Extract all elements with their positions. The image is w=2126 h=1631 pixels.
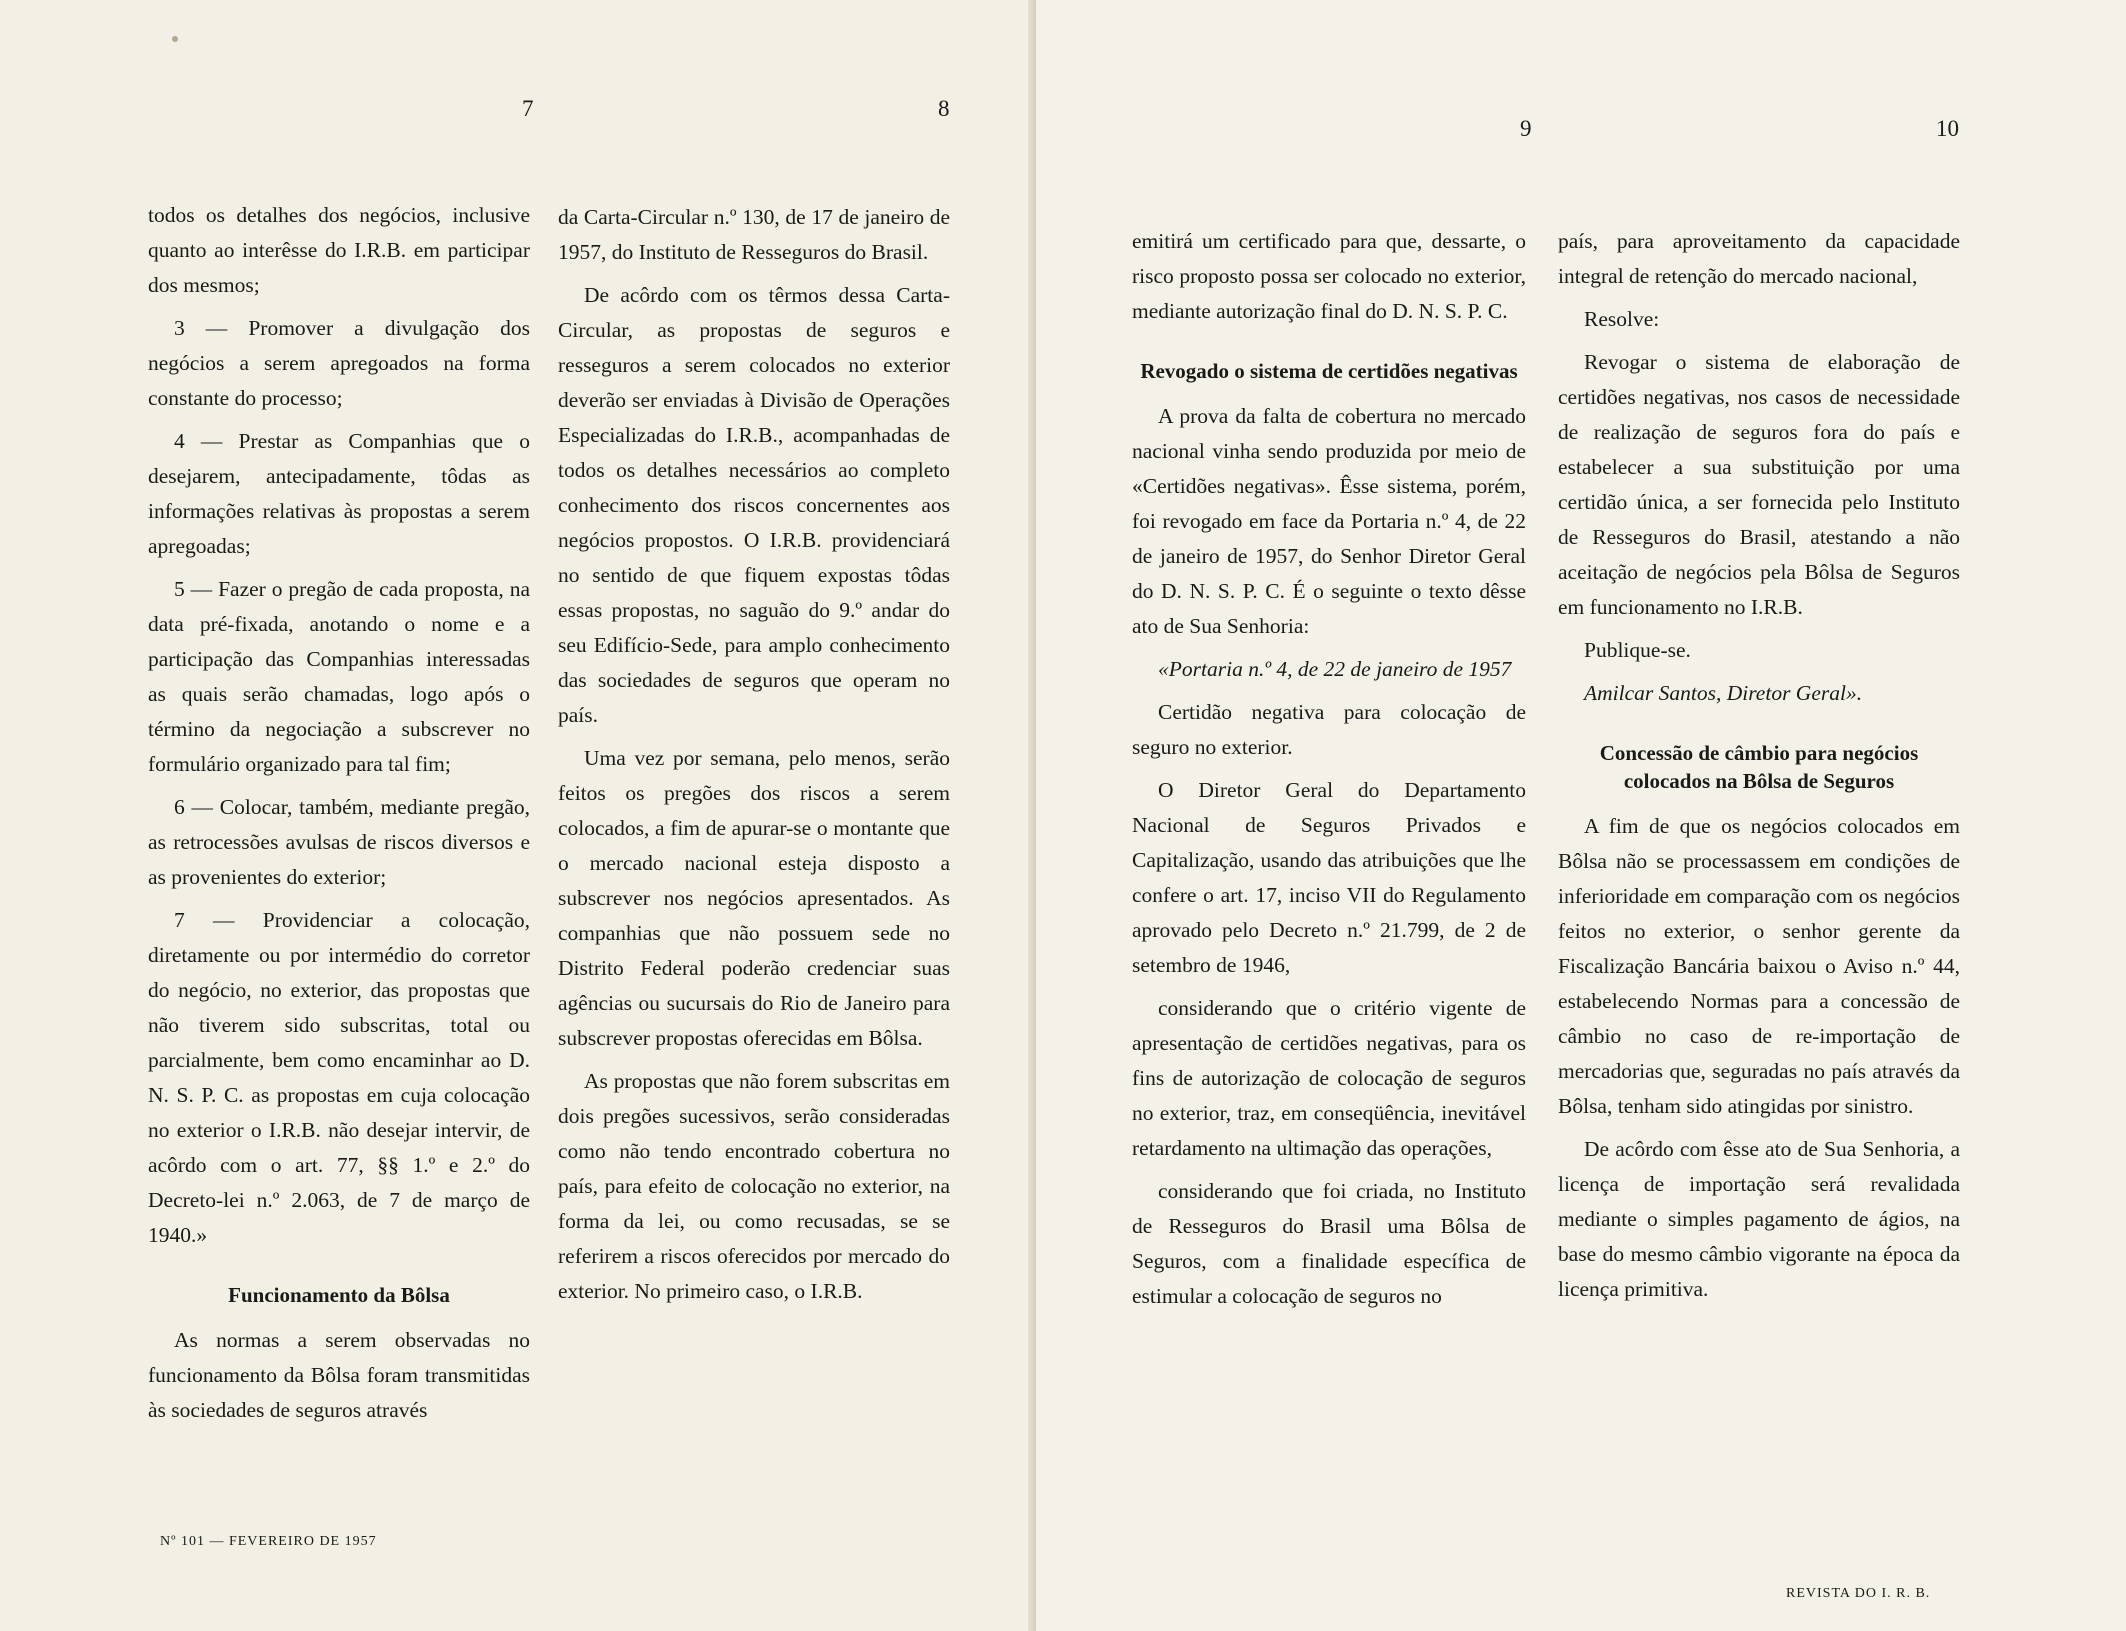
section-heading: Funcionamento da Bôlsa [228, 1283, 450, 1307]
paragraph: De acôrdo com os têrmos dessa Carta-Circular, as propostas de seguros e resseguros a serem colocados no exterior deverão ser enviadas à Divisão de Operações Especializadas do I.R.B., acompanhadas de todos os detalhes necessários ao completo conhecimento dos riscos concernentes aos negócios propostos. O I.R.B. providenciará no sentido de que fiquem expostas tôdas essas propostas, no saguão do 9.º andar do seu Edifício-Sede, para amplo conhecimento das sociedades de seguros que operam no país. [558, 283, 950, 727]
paragraph: da Carta-Circular n.º 130, de 17 de janeiro de 1957, do Instituto de Resseguros do Brasil. [558, 205, 950, 264]
left-footer: Nº 101 — FEVEREIRO DE 1957 [160, 1534, 377, 1549]
paragraph: A fim de que os negócios colocados em Bôlsa não se processassem em condições de inferioridade em comparação com os negócios feitos no exterior, o senhor gerente da Fiscalização Bancária baixou o Aviso n.º 44, estabelecendo Normas para a concessão de câmbio no caso de re-importação de mercadorias que, seguradas no país através da Bôlsa, tenham sido atingidas por sinistro. [1558, 814, 1960, 1118]
paragraph: país, para aproveitamento da capacidade integral de retenção do mercado nacional, [1558, 229, 1960, 288]
paragraph: Resolve: [1584, 307, 1660, 331]
page-number-9: 9 [1520, 116, 1532, 141]
paragraph: 3 — Promover a divulgação dos negócios a serem apregoados na forma constante do processo; [148, 316, 530, 410]
paragraph: A prova da falta de cobertura no mercado nacional vinha sendo produzida por meio de «Certidões negativas». Êsse sistema, porém, foi revogado em face da Portaria n.º 4, de 22 de janeiro de 1957, do Senhor Diretor Geral do D. N. S. P. C. É o seguinte o texto dêsse ato de Sua Senhoria: [1132, 404, 1526, 638]
page-number-8: 8 [938, 96, 950, 121]
page-number-7: 7 [522, 96, 534, 121]
signature-line: Amilcar Santos, Diretor Geral». [1584, 681, 1863, 705]
paragraph: O Diretor Geral do Departamento Nacional de Seguros Privados e Capitalização, usando das atribuições que lhe confere o art. 17, inciso VII do Regulamento aprovado pelo Decreto n.º 21.799, de 2 de setembro de 1946, [1132, 778, 1526, 977]
page-8-column [558, 200, 950, 1317]
paragraph: todos os detalhes dos negócios, inclusive quanto ao interêsse do I.R.B. em participar dos mesmos; [148, 203, 530, 297]
paragraph: Uma vez por semana, pelo menos, serão feitos os pregões dos riscos a serem colocados, a fim de apurar-se o montante que o mercado nacional esteja disposto a subscrever nos negócios apresentados. As companhias que não possuem sede no Distrito Federal poderão credenciar suas agências ou sucursais do Rio de Janeiro para subscrever propostas oferecidas em Bôlsa. [558, 746, 950, 1050]
paragraph: emitirá um certificado para que, dessarte, o risco proposto possa ser colocado no exterior, mediante autorização final do D. N. S. P. C. [1132, 229, 1526, 323]
paragraph: 5 — Fazer o pregão de cada proposta, na data pré-fixada, anotando o nome e a participação das Companhias interessadas as quais serão chamadas, logo após o término da negociação a subscrever no formulário organizado para tal fim; [148, 577, 530, 776]
section-heading: Revogado o sistema de certidões negativas [1140, 359, 1518, 383]
right-footer: REVISTA DO I. R. B. [1786, 1586, 1931, 1601]
paragraph: As normas a serem observadas no funcionamento da Bôlsa foram transmitidas às sociedades de seguros através [148, 1328, 530, 1422]
page-10-column [1558, 224, 1960, 1315]
paragraph: Certidão negativa para colocação de seguro no exterior. [1132, 700, 1526, 759]
paragraph: De acôrdo com êsse ato de Sua Senhoria, a licença de importação será revalidada mediante o simples pagamento de ágios, na base do mesmo câmbio vigorante na época da licença primitiva. [1558, 1137, 1960, 1301]
paragraph: considerando que o critério vigente de apresentação de certidões negativas, para os fins de autorização de colocação de seguros no exterior, traz, em conseqüência, inevitável retardamento na ultimação das operações, [1132, 996, 1526, 1160]
paragraph: 6 — Colocar, também, mediante pregão, as retrocessões avulsas de riscos diversos e as provenientes do exterior; [148, 795, 530, 889]
page-7-column [148, 198, 530, 1436]
left-sheet [0, 0, 1036, 1631]
ink-speck [172, 36, 178, 42]
paragraph: Publique-se. [1584, 638, 1691, 662]
paragraph: 7 — Providenciar a colocação, diretamente ou por intermédio do corretor do negócio, no exterior, das propostas que não tiverem sido subscritas, total ou parcialmente, bem como encaminhar ao D. N. S. P. C. as propostas em cuja colocação no exterior o I.R.B. não desejar intervir, de acôrdo com o art. 77, §§ 1.º e 2.º do Decreto-lei n.º 2.063, de 7 de março de 1940.» [148, 908, 530, 1247]
section-heading: Concessão de câmbio para negócios colocados na Bôlsa de Seguros [1599, 741, 1919, 793]
right-sheet [1036, 0, 2126, 1631]
paragraph: 4 — Prestar as Companhias que o desejarem, antecipadamente, tôdas as informações relativas às propostas a serem apregoadas; [148, 429, 530, 558]
page-9-column [1132, 224, 1526, 1322]
portaria-title: «Portaria n.º 4, de 22 de janeiro de 1957 [1158, 657, 1512, 681]
paragraph: Revogar o sistema de elaboração de certidões negativas, nos casos de necessidade de realização de seguros fora do país e estabelecer a sua substituição por uma certidão única, a ser fornecida pelo Instituto de Resseguros do Brasil, atestando a não aceitação de negócios pela Bôlsa de Seguros em funcionamento no I.R.B. [1558, 350, 1960, 619]
page-number-10: 10 [1936, 116, 1959, 141]
paragraph: considerando que foi criada, no Instituto de Resseguros do Brasil uma Bôlsa de Seguros, com a finalidade específica de estimular a colocação de seguros no [1132, 1179, 1526, 1308]
paragraph: As propostas que não forem subscritas em dois pregões sucessivos, serão consideradas como não tendo encontrado cobertura no país, para efeito de colocação no exterior, na forma da lei, ou como recusadas, se se referirem a riscos oferecidos por mercado do exterior. No primeiro caso, o I.R.B. [558, 1069, 950, 1303]
